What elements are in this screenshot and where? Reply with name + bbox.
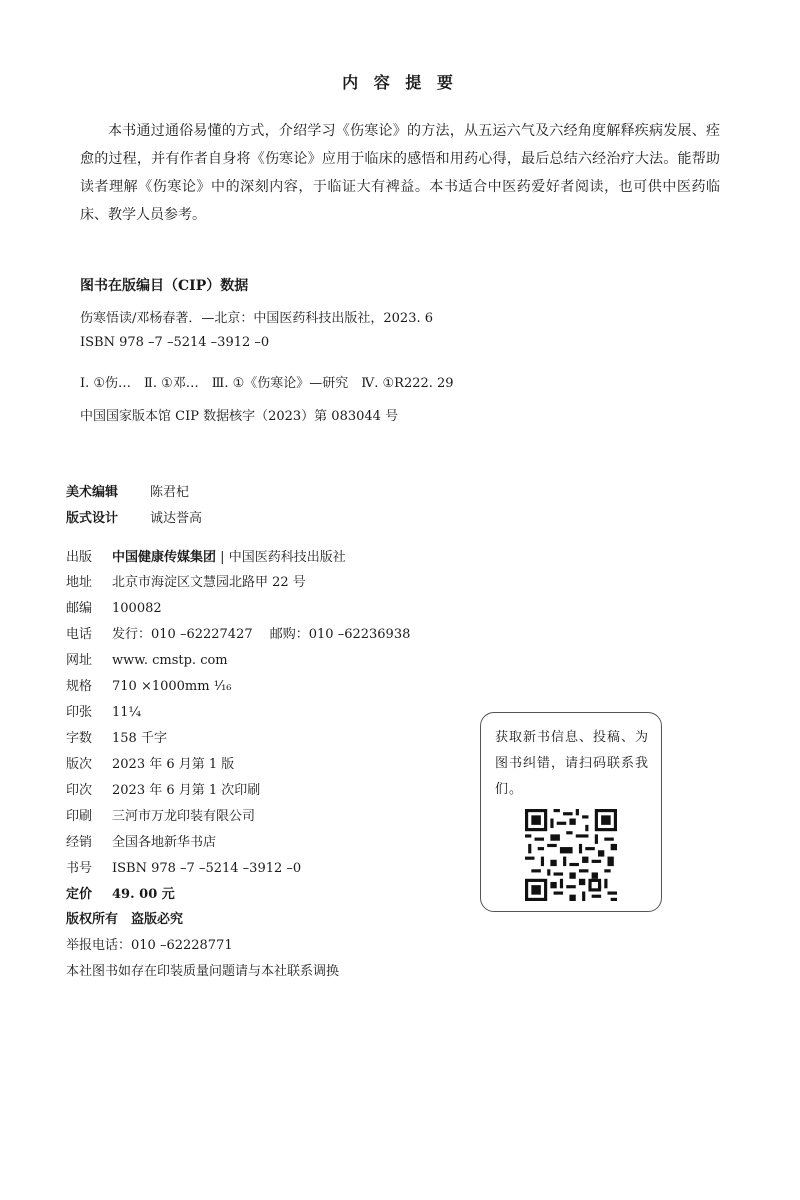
publisher-name: 中国医药科技出版社 [228, 550, 346, 565]
detail-label: 网址 [66, 653, 93, 668]
detail-row-edition [66, 753, 234, 772]
publisher-separator: | [220, 550, 225, 565]
publisher-group: 中国健康传媒集团 [112, 550, 217, 565]
detail-value: 三河市万龙印装有限公司 [112, 809, 256, 824]
detail-row-phone [66, 623, 410, 642]
detail-row-postcode [66, 597, 162, 616]
art-editor-label: 美术编辑 [66, 485, 119, 500]
detail-row-isbn [66, 857, 301, 876]
detail-value: 全国各地新华书店 [112, 835, 217, 850]
qr-contact-box [480, 712, 662, 912]
publisher-label: 出版 [66, 550, 93, 565]
price-value: 49. 00 元 [112, 887, 175, 902]
layout-design-row [66, 507, 202, 526]
detail-label: 邮编 [66, 601, 93, 616]
detail-value: 11¼ [112, 705, 142, 720]
publisher-row [66, 546, 346, 565]
price-row [66, 883, 175, 902]
art-editor-row [66, 481, 189, 500]
summary-paragraph: 本书通过通俗易懂的方式，介绍学习《伤寒论》的方法，从五运六气及六经角度解释疾病发展、痊愈的过程，并有作者自身将《伤寒论》应用于临床的感悟和用药心得，最后总结六经治疗大法。能帮助读者理解《伤寒论》中的深刻内容，于临证大有裨益。本书适合中医药爱好者阅读，也可供中医药临床、教学人员参考。 [80, 123, 720, 223]
detail-row-sheets [66, 701, 141, 720]
cip-record-line: 中国国家版本馆 CIP 数据核字（2023）第 083044 号 [80, 409, 399, 424]
cip-title-line: 伤寒悟读/邓杨春著．—北京：中国医药科技出版社，2023. 6 [80, 311, 433, 326]
detail-label: 书号 [66, 861, 93, 876]
report-phone-line: 举报电话：010 –62228771 [66, 938, 233, 953]
detail-value: 158 千字 [112, 731, 167, 746]
detail-value: 100082 [112, 601, 162, 616]
detail-row-format [66, 675, 232, 694]
rights-line: 版权所有 盗版必究 [66, 912, 184, 927]
detail-label: 地址 [66, 575, 93, 590]
detail-label: 经销 [66, 835, 93, 850]
cip-isbn-line: ISBN 978 –7 –5214 –3912 –0 [80, 335, 270, 350]
price-label: 定价 [66, 887, 93, 902]
detail-value: 2023 年 6 月第 1 次印刷 [112, 783, 261, 798]
page-title: 内 容 提 要 [342, 73, 458, 92]
detail-value: www. cmstp. com [112, 653, 228, 668]
detail-label: 字数 [66, 731, 93, 746]
detail-value: 710 ×1000mm ¹⁄₁₆ [112, 679, 232, 694]
detail-label: 印张 [66, 705, 93, 720]
qr-caption: 获取新书信息、投稿、为图书纠错，请扫码联系我们。 [495, 730, 650, 797]
detail-label: 电话 [66, 627, 93, 642]
detail-row-address [66, 571, 306, 590]
cip-classification-line: Ⅰ. ①伤… Ⅱ. ①邓… Ⅲ. ①《伤寒论》—研究 Ⅳ. ①R222. 29 [80, 376, 454, 391]
quality-notice-line: 本社图书如存在印装质量问题请与本社联系调换 [66, 964, 340, 979]
detail-value: 2023 年 6 月第 1 版 [112, 757, 235, 772]
detail-row-website [66, 649, 228, 668]
cip-heading: 图书在版编目（CIP）数据 [80, 278, 249, 294]
detail-row-printer [66, 805, 255, 824]
detail-row-printing [66, 779, 260, 798]
detail-value: ISBN 978 –7 –5214 –3912 –0 [112, 861, 302, 876]
layout-design-value: 诚达誉高 [150, 511, 203, 526]
detail-row-distributor [66, 831, 216, 850]
detail-row-wordcount [66, 727, 167, 746]
qr-code-icon[interactable] [525, 809, 617, 901]
detail-label: 规格 [66, 679, 93, 694]
detail-value: 北京市海淀区文慧园北路甲 22 号 [112, 575, 306, 590]
detail-value: 发行：010 –62227427 邮购：010 –62236938 [112, 627, 411, 642]
art-editor-value: 陈君杞 [150, 485, 190, 500]
layout-design-label: 版式设计 [66, 511, 119, 526]
detail-label: 印刷 [66, 809, 93, 824]
detail-label: 版次 [66, 757, 93, 772]
detail-label: 印次 [66, 783, 93, 798]
